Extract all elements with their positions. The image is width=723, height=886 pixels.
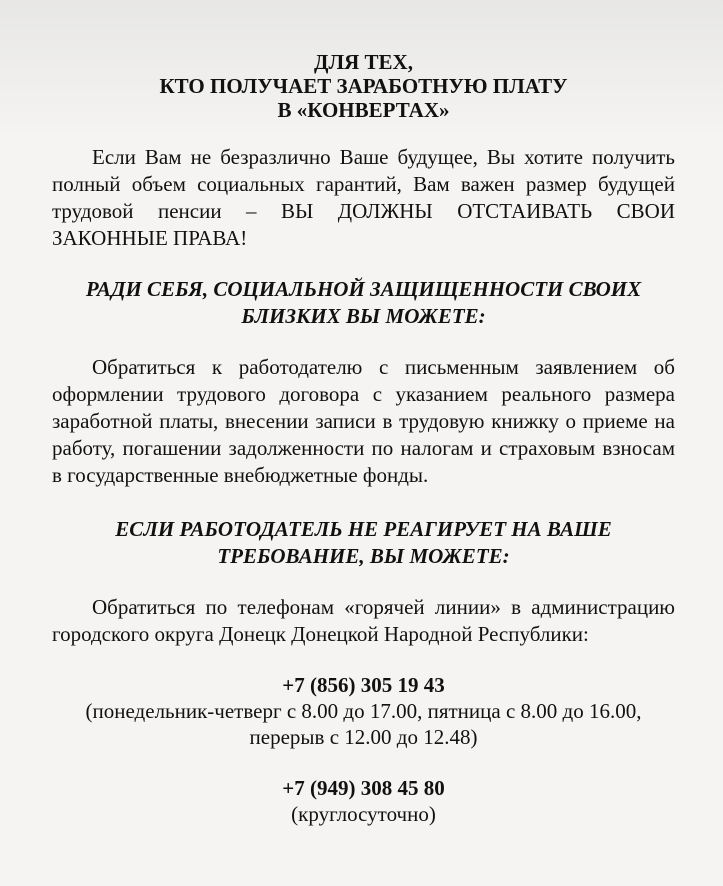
phone-number-1: +7 (856) 305 19 43 (282, 673, 445, 697)
intro-paragraph: Если Вам не безразлично Ваше будущее, Вы хотите получить полный объем социальных гарантий, Вам важен размер будущей трудовой пенсии – ВЫ ДОЛЖНЫ ОТСТАИВАТЬ СВОИ ЗАКОННЫЕ ПРАВА! (52, 145, 675, 250)
heading-1-line-1: РАДИ СЕБЯ, СОЦИАЛЬНОЙ ЗАЩИЩЕННОСТИ СВОИХ (85, 277, 642, 301)
phone-1-hours-line-1: (понедельник-четверг с 8.00 до 17.00, пятница с 8.00 до 16.00, (85, 699, 642, 723)
phone-block-2 (52, 775, 675, 827)
employer-request-paragraph: Обратиться к работодателю с письменным заявлением об оформлении трудового договора с указанием реального размера заработной платы, внесении записи в трудовую книжку о приеме на работу, погашении задолженности по налогам и страховым взносам в государственные внебюджетные фонды. (52, 355, 675, 487)
title-line-1: ДЛЯ ТЕХ, (314, 50, 413, 74)
section-heading-2 (52, 516, 675, 570)
hotline-paragraph: Обратиться по телефонам «горячей линии» в администрацию городского округа Донецк Донецкой Народной Республики: (52, 595, 675, 646)
heading-2-line-1: ЕСЛИ РАБОТОДАТЕЛЬ НЕ РЕАГИРУЕТ НА ВАШЕ (115, 517, 612, 541)
document-title (52, 50, 675, 122)
phone-number-2: +7 (949) 308 45 80 (282, 776, 445, 800)
phone-2-hours: (круглосуточно) (291, 802, 436, 826)
phone-1-hours-line-2: перерыв с 12.00 до 12.48) (249, 725, 478, 749)
heading-1-line-2: БЛИЗКИХ ВЫ МОЖЕТЕ: (241, 304, 486, 328)
title-line-3: В «КОНВЕРТАХ» (277, 98, 450, 122)
section-heading-1 (52, 276, 675, 330)
title-line-2: КТО ПОЛУЧАЕТ ЗАРАБОТНУЮ ПЛАТУ (159, 74, 568, 98)
heading-2-line-2: ТРЕБОВАНИЕ, ВЫ МОЖЕТЕ: (217, 544, 510, 568)
phone-block-1 (52, 672, 675, 750)
